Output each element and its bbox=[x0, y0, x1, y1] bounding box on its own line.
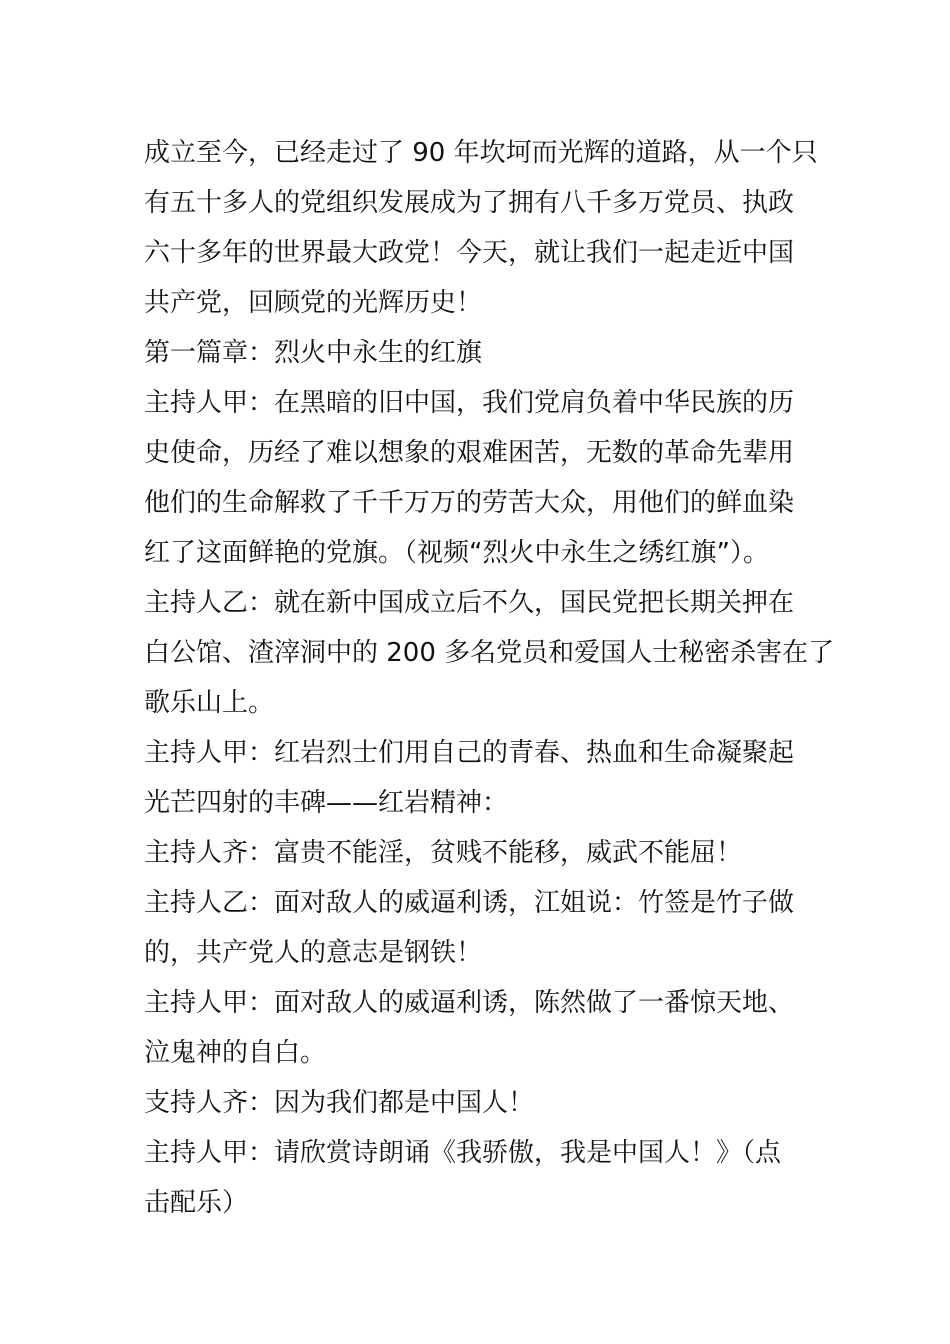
text-line: 白公馆、渣滓洞中的 200 多名党员和爱国人士秘密杀害在了 bbox=[144, 638, 835, 668]
text-line: 主持人甲：请欣赏诗朗诵《我骄傲，我是中国人！》（点 bbox=[144, 1138, 782, 1168]
text-line: 史使命，历经了难以想象的艰难困苦，无数的革命先辈用 bbox=[144, 438, 795, 468]
text-line: 主持人乙：就在新中国成立后不久，国民党把长期关押在 bbox=[144, 588, 795, 618]
text-line: 击配乐） bbox=[144, 1188, 249, 1218]
text-line: 共产党，回顾党的光辉历史！ bbox=[144, 288, 483, 318]
text-line: 光芒四射的丰碑——红岩精神： bbox=[144, 788, 509, 818]
text-line: 有五十多人的党组织发展成为了拥有八千多万党员、执政 bbox=[144, 188, 795, 218]
text-line: 成立至今，已经走过了 90 年坎坷而光辉的道路，从一个只 bbox=[144, 138, 818, 168]
text-line: 主持人甲：面对敌人的威逼利诱，陈然做了一番惊天地、 bbox=[144, 988, 795, 1018]
text-line: 六十多年的世界最大政党！今天，就让我们一起走近中国 bbox=[144, 238, 795, 268]
text-line: 泣鬼神的自白。 bbox=[144, 1038, 327, 1068]
text-line: 主持人齐：富贵不能淫，贫贱不能移，威武不能屈！ bbox=[144, 838, 743, 868]
section-heading: 第一篇章：烈火中永生的红旗 bbox=[144, 338, 483, 368]
text-line: 主持人甲：在黑暗的旧中国，我们党肩负着中华民族的历 bbox=[144, 388, 795, 418]
text-line: 红了这面鲜艳的党旗。（视频“烈火中永生之绣红旗”）。 bbox=[144, 538, 769, 568]
text-line: 他们的生命解救了千千万万的劳苦大众，用他们的鲜血染 bbox=[144, 488, 795, 518]
text-line: 支持人齐：因为我们都是中国人！ bbox=[144, 1088, 535, 1118]
document-body bbox=[144, 128, 835, 1228]
text-line: 的，共产党人的意志是钢铁！ bbox=[144, 938, 483, 968]
text-line: 歌乐山上。 bbox=[144, 688, 275, 718]
text-line: 主持人甲：红岩烈士们用自己的青春、热血和生命凝聚起 bbox=[144, 738, 795, 768]
text-line: 主持人乙：面对敌人的威逼利诱，江姐说：竹签是竹子做 bbox=[144, 888, 795, 918]
